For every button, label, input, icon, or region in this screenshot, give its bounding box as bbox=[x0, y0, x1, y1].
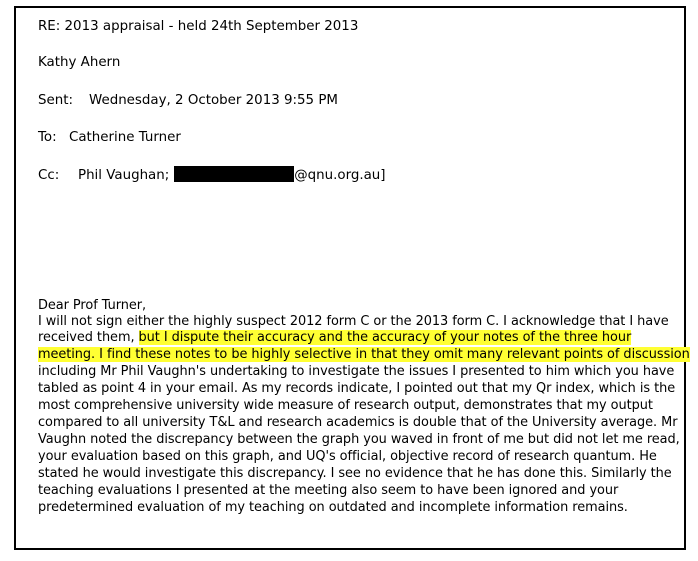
body-line-12: predetermined evaluation of my teaching on outdated and incomplete information remains. bbox=[38, 500, 628, 515]
body-line-5: tabled as point 4 in your email. As my records indicate, I pointed out that my Qr index, which is the bbox=[38, 381, 676, 396]
highlighted-text: but I dispute their accuracy and the accuracy of your notes of the three hour bbox=[138, 330, 632, 345]
redaction-block bbox=[174, 166, 294, 182]
to-row bbox=[38, 129, 181, 146]
to-value: Catherine Turner bbox=[69, 130, 181, 145]
sent-value: Wednesday, 2 October 2013 9:55 PM bbox=[89, 93, 338, 108]
body-line-3 bbox=[38, 346, 690, 363]
body-line-2 bbox=[38, 329, 631, 346]
body-line-4: including Mr Phil Vaughn's undertaking to investigate the issues I presented to him which you have bbox=[38, 364, 675, 379]
sent-row bbox=[38, 92, 338, 109]
body-line-11: teaching evaluations I presented at the meeting also seem to have been ignored and your bbox=[38, 483, 619, 498]
body-line-2-plain: received them, bbox=[38, 330, 139, 345]
cc-value-suffix: @qnu.org.au] bbox=[294, 168, 386, 183]
sent-label: Sent: bbox=[38, 93, 73, 108]
body-line-8: Vaughn noted the discrepancy between the graph you waved in front of me but did not let me read, bbox=[38, 432, 680, 447]
to-label: To: bbox=[38, 130, 57, 145]
body-line-7: compared to all university T&L and research academics is double that of the University average. Mr bbox=[38, 415, 678, 430]
salutation: Dear Prof Turner, bbox=[38, 298, 147, 313]
cc-row bbox=[38, 166, 386, 184]
highlighted-text: meeting. I find these notes to be highly selective in that they omit many relevant points of discussion bbox=[38, 347, 690, 362]
body-line-9: your evaluation based on this graph, and UQ's official, objective record of research quantum. He bbox=[38, 449, 657, 464]
email-sender: Kathy Ahern bbox=[38, 55, 121, 70]
cc-label: Cc: bbox=[38, 168, 60, 183]
body-line-10: stated he would investigate this discrepancy. I see no evidence that he has done this. Similarly the bbox=[38, 466, 672, 481]
body-line-1: I will not sign either the highly suspect 2012 form C or the 2013 form C. I acknowledge that I have bbox=[38, 314, 669, 329]
email-subject: RE: 2013 appraisal - held 24th September 2013 bbox=[38, 19, 359, 34]
body-line-6: most comprehensive university wide measure of research output, demonstrates that my output bbox=[38, 398, 653, 413]
cc-value-prefix: Phil Vaughan; bbox=[78, 168, 170, 183]
email-frame bbox=[14, 6, 690, 550]
